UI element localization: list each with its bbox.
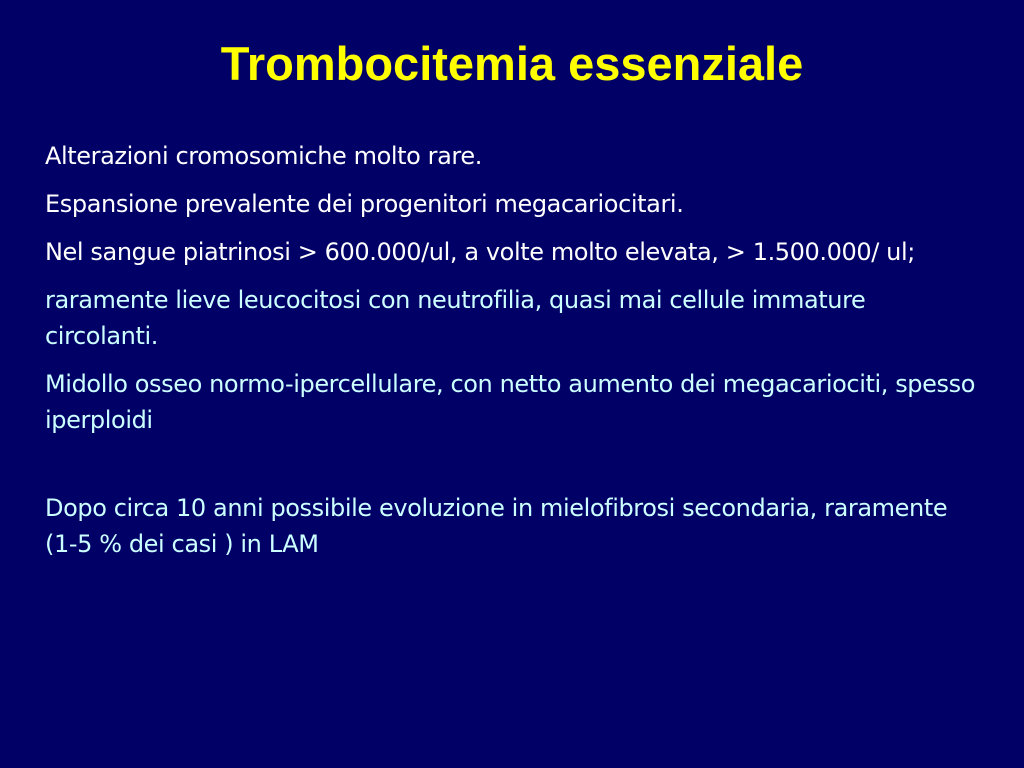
slide-body — [45, 138, 975, 574]
paragraph-progenitor-expansion: Espansione prevalente dei progenitori megacariocitari. — [45, 190, 684, 218]
paragraph-chromosomal-alterations: Alterazioni cromosomiche molto rare. — [45, 142, 482, 170]
paragraph-bone-marrow: Midollo osseo normo-ipercellulare, con netto aumento dei megacariociti, spesso iperploidi — [45, 370, 975, 434]
paragraph-evolution: Dopo circa 10 anni possibile evoluzione in mielofibrosi secondaria, raramente (1-5 % dei casi ) in LAM — [45, 494, 948, 558]
slide-title: Trombocitemia essenziale — [220, 37, 804, 90]
paragraph-blood-platelets: Nel sangue piatrinosi > 600.000/ul, a volte molto elevata, > 1.500.000/ ul; — [45, 238, 915, 266]
paragraph-leukocytosis: raramente lieve leucocitosi con neutrofilia, quasi mai cellule immature circolanti. — [45, 286, 866, 350]
